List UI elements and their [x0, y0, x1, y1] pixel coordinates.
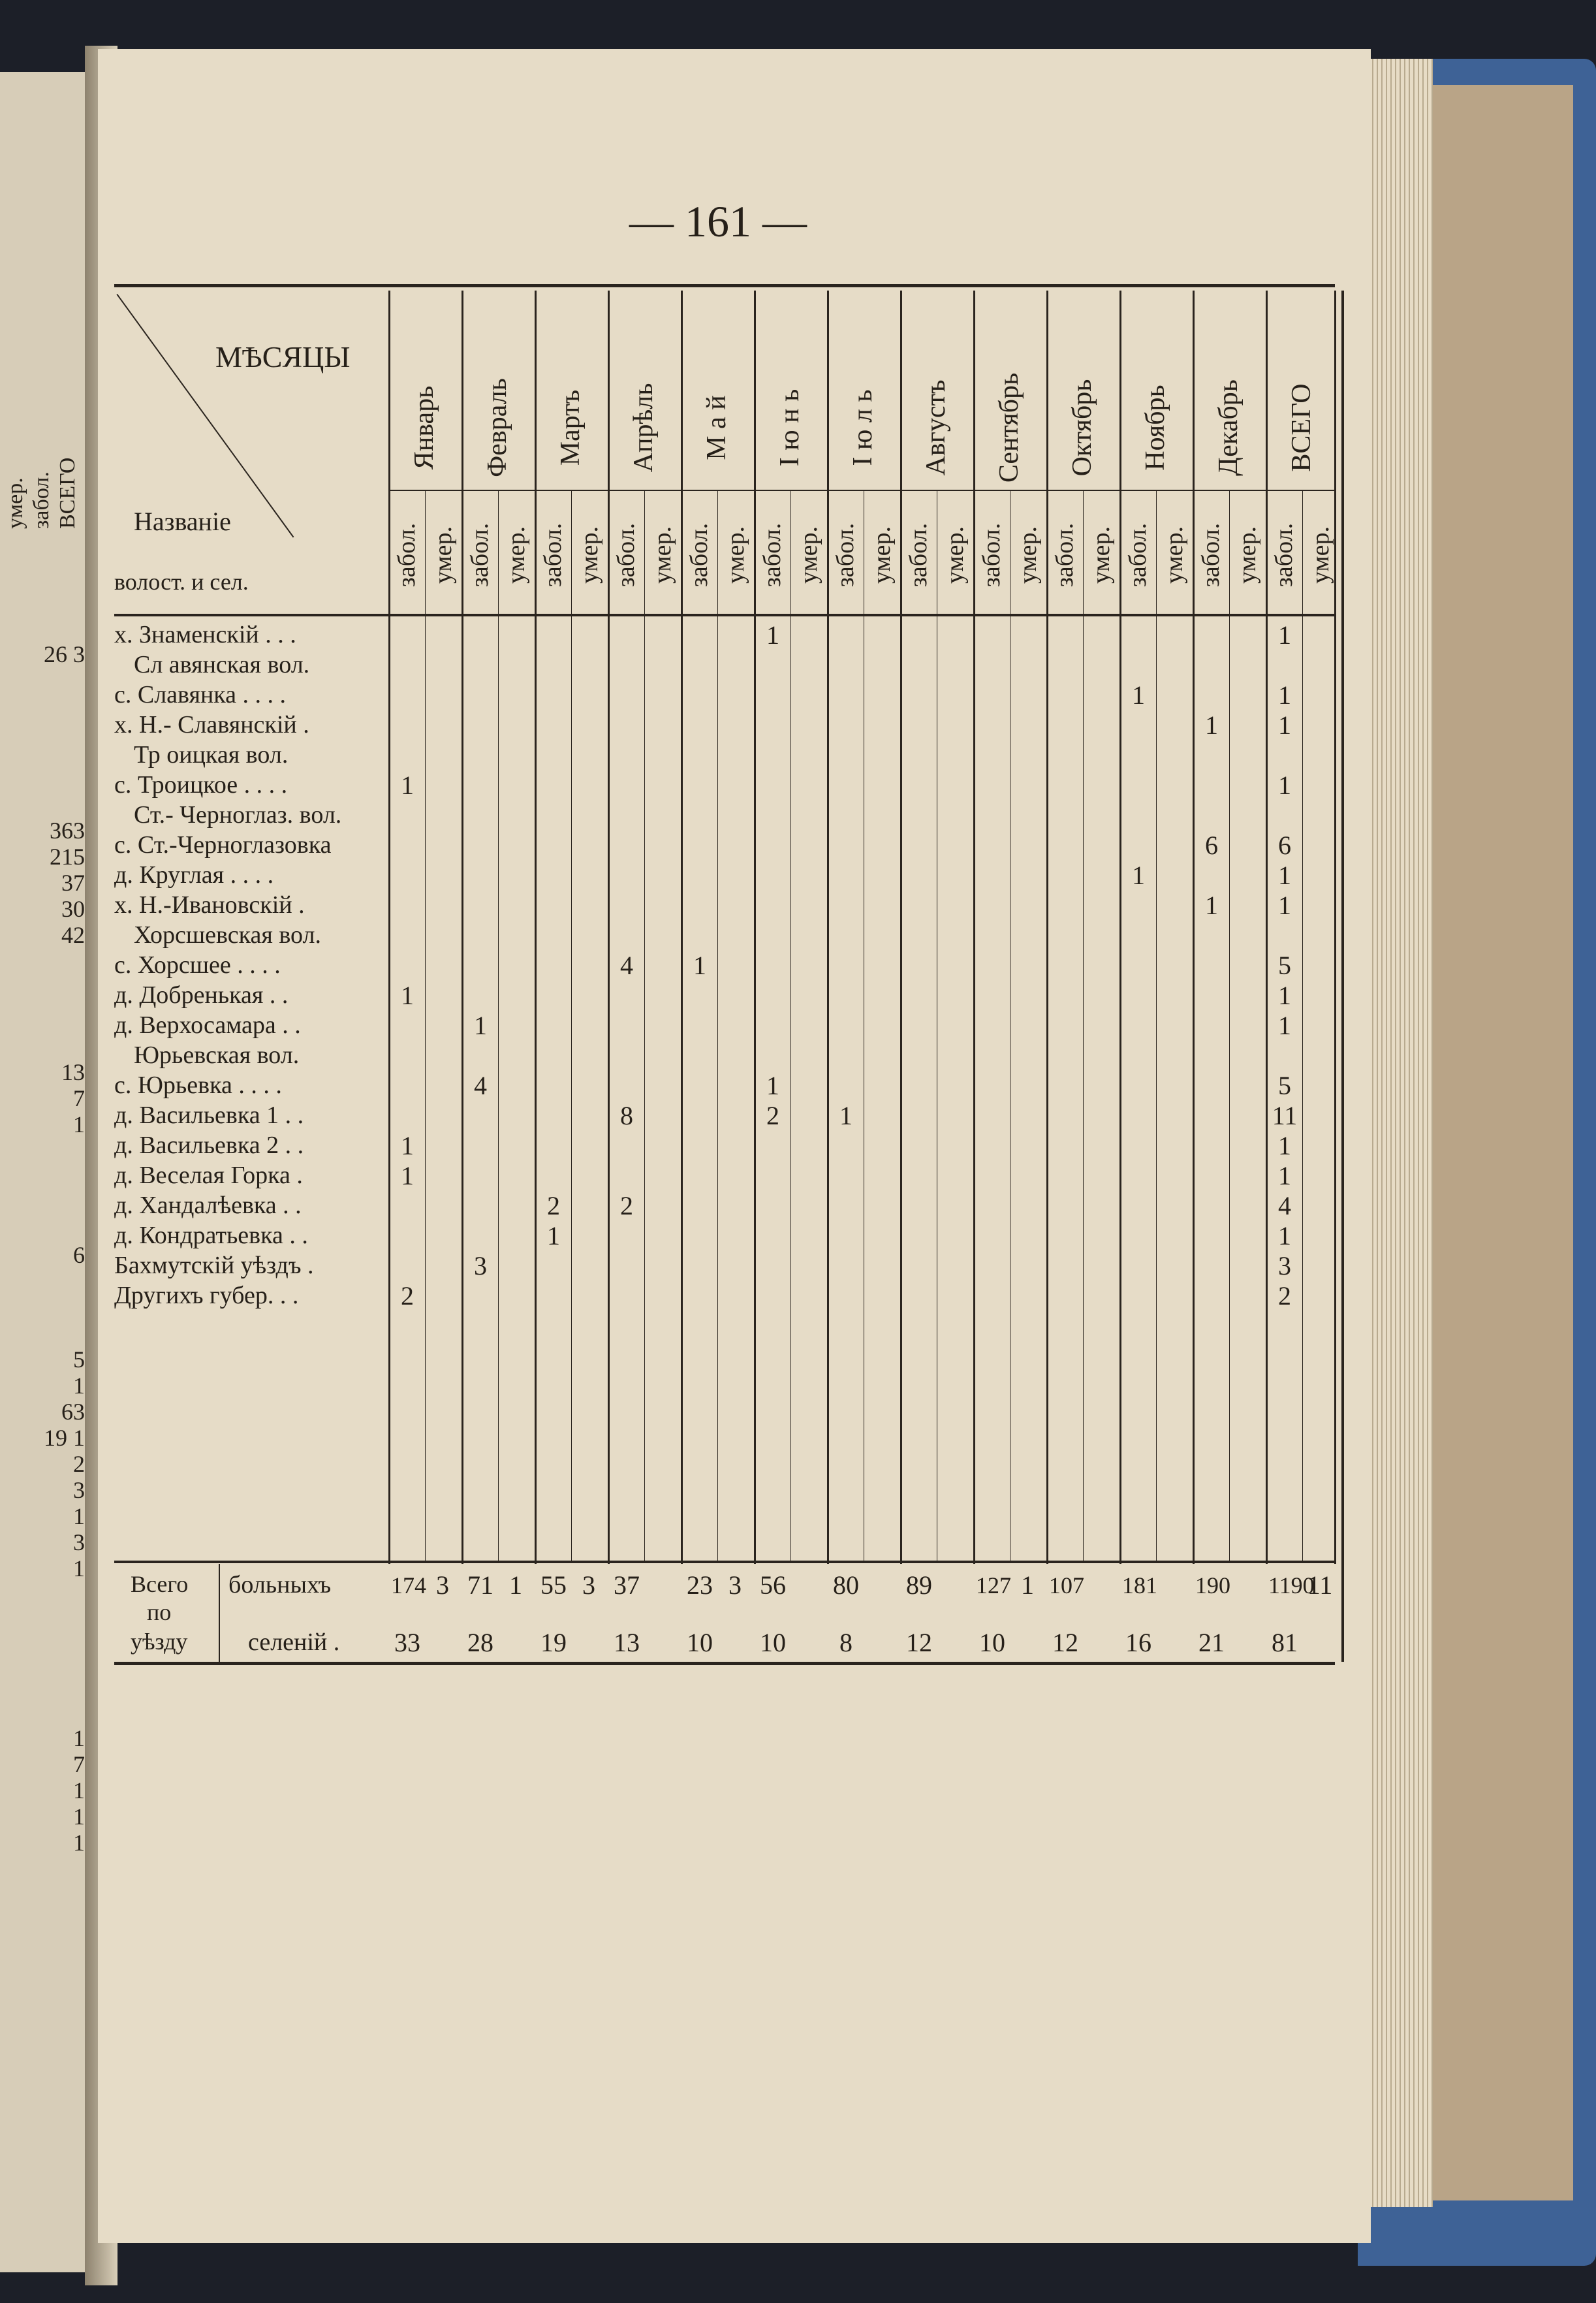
left-header-label: ВСЕГО — [55, 457, 80, 529]
column-divider — [681, 291, 683, 1564]
died-subheader: умер. — [429, 526, 457, 584]
cell-value: 6 — [1278, 831, 1291, 860]
totals-label-line3: уѣзду — [131, 1628, 188, 1655]
total-died-value: 3 — [728, 1570, 742, 1600]
cell-value: 1 — [766, 1071, 779, 1100]
month-header-march: Мартъ — [555, 389, 586, 466]
total-villages-value: 33 — [394, 1628, 420, 1657]
cell-value: 1 — [693, 951, 706, 980]
totals-top-rule — [114, 1561, 1335, 1563]
left-page-value: 5 — [73, 1346, 85, 1373]
total-villages-value: 13 — [614, 1628, 640, 1657]
cell-value: 1 — [1278, 770, 1291, 800]
died-subheader: умер. — [1160, 526, 1188, 584]
place-name: Другихъ губер. . . — [114, 1282, 299, 1309]
column-divider — [1046, 291, 1048, 1564]
sub-column-divider — [1083, 490, 1084, 1561]
sick-subheader: забол. — [1123, 522, 1151, 588]
left-page-value: 42 — [61, 922, 85, 948]
died-subheader: умер. — [794, 526, 822, 584]
sub-column-divider — [644, 490, 645, 1561]
total-villages-value: 16 — [1125, 1628, 1151, 1657]
sick-subheader: забол. — [612, 522, 640, 588]
left-page-value: 1 — [73, 1373, 85, 1399]
total-sick-value: 23 — [687, 1570, 713, 1600]
page-edges — [1364, 59, 1433, 2207]
total-died-value: 1 — [509, 1570, 522, 1600]
left-page-value: 3 — [73, 1477, 85, 1503]
column-divider — [462, 291, 463, 1564]
cell-value: 2 — [1278, 1281, 1291, 1310]
left-page-value: 7 — [73, 1085, 85, 1111]
sub-column-divider — [498, 490, 499, 1561]
cell-value: 1 — [1205, 710, 1218, 740]
left-page-value: 1 — [73, 1777, 85, 1803]
cell-value: 1 — [401, 1161, 414, 1190]
cell-value: 1 — [1132, 680, 1145, 710]
sick-subheader: забол. — [831, 522, 859, 588]
cell-value: 3 — [1278, 1251, 1291, 1280]
sick-subheader: забол. — [904, 522, 932, 588]
place-name: д. Кондратьевка . . — [114, 1222, 308, 1249]
left-page-value: 7 — [73, 1751, 85, 1777]
sick-subheader: забол. — [977, 522, 1005, 588]
cell-value: 4 — [474, 1071, 487, 1100]
died-subheader: умер. — [648, 526, 676, 584]
cover-board — [1433, 85, 1573, 2200]
place-name: с. Троицкое . . . . — [114, 771, 288, 799]
total-sick-value: 190 — [1195, 1572, 1230, 1598]
sub-column-divider — [790, 490, 791, 1561]
sick-subheader: забол. — [758, 522, 786, 588]
cell-value: 3 — [474, 1251, 487, 1280]
left-page-value: 37 — [61, 870, 85, 896]
header-months-label: МѢСЯЦЫ — [215, 340, 351, 373]
month-header-august: Августъ — [921, 379, 951, 476]
cell-value: 1 — [1278, 891, 1291, 920]
sick-subheader: забол. — [1270, 522, 1298, 588]
cell-value: 1 — [474, 1011, 487, 1040]
volost-group-label: Хорсшевская вол. — [134, 921, 322, 949]
month-header-april: Апрѣль — [629, 383, 659, 473]
page-number: — 161 — — [629, 197, 807, 246]
left-page-value: 215 — [50, 844, 85, 870]
month-header-october: Октябрь — [1067, 379, 1097, 477]
died-subheader: умер. — [941, 526, 969, 584]
total-villages-value: 28 — [467, 1628, 493, 1657]
place-name: Бахмутскій уѣздъ . — [114, 1252, 314, 1279]
sub-column-divider — [425, 490, 426, 1561]
column-divider — [1193, 291, 1195, 1564]
volost-group-label: Тр оицкая вол. — [134, 741, 289, 769]
column-divider — [388, 291, 390, 1564]
left-page-value: 1 — [73, 1830, 85, 1856]
left-page-value: 1 — [73, 1725, 85, 1751]
volost-group-label: Юрьевская вол. — [134, 1041, 300, 1069]
cell-value: 1 — [1278, 1131, 1291, 1160]
place-name: с. Хорсшее . . . . — [114, 951, 281, 979]
sub-column-divider — [571, 490, 572, 1561]
total-villages-value: 21 — [1198, 1628, 1225, 1657]
cell-value: 1 — [401, 981, 414, 1010]
sub-column-divider — [1229, 490, 1230, 1561]
left-header-label: умер. — [3, 477, 27, 529]
total-died-value: 11 — [1307, 1570, 1333, 1600]
cell-value: 11 — [1272, 1101, 1298, 1130]
table-top-rule — [114, 284, 1335, 287]
sick-subheader: забол. — [539, 522, 567, 588]
cell-value: 6 — [1205, 831, 1218, 860]
left-page-value: 363 — [50, 818, 85, 844]
total-sick-value: 181 — [1122, 1572, 1157, 1598]
month-header-december: Декабрь — [1213, 379, 1244, 476]
header-name-label: Названіе — [134, 507, 231, 536]
header-bottom-rule — [114, 614, 1335, 616]
place-name: д. Хандалѣевка . . — [114, 1192, 302, 1219]
died-subheader: умер. — [1087, 526, 1115, 584]
column-divider — [900, 291, 902, 1564]
month-header-june: І ю н ь — [775, 389, 805, 467]
sick-subheader: забол. — [465, 522, 493, 588]
place-name: д. Васильевка 1 . . — [114, 1102, 304, 1129]
left-page-value: 1 — [73, 1111, 85, 1137]
place-name: д. Добренькая . . — [114, 981, 289, 1009]
column-divider — [1334, 291, 1336, 1564]
cell-value: 1 — [547, 1221, 560, 1250]
column-divider — [827, 291, 829, 1564]
totals-label-line1: Всего — [131, 1571, 189, 1597]
month-header-may: М а й — [702, 395, 732, 460]
left-page-value: 30 — [61, 896, 85, 922]
table-right-border — [1341, 291, 1344, 1662]
left-page-value: 1 — [73, 1803, 85, 1830]
cell-value: 1 — [1278, 680, 1291, 710]
place-name: д. Васильевка 2 . . — [114, 1132, 304, 1159]
left-page — [0, 72, 91, 2272]
cell-value: 1 — [1278, 861, 1291, 890]
total-sick-value: 71 — [467, 1570, 493, 1600]
sub-column-divider — [1302, 490, 1303, 1561]
died-subheader: умер. — [1014, 526, 1042, 584]
left-page-value: 1 — [73, 1503, 85, 1529]
totals-villages-label: селеній . — [248, 1628, 340, 1656]
cell-value: 1 — [1278, 1221, 1291, 1250]
volost-group-label: Ст.- Черноглаз. вол. — [134, 801, 342, 829]
left-page-value: 63 — [61, 1399, 85, 1425]
left-page-value: 3 — [73, 1529, 85, 1555]
sub-column-divider — [717, 490, 718, 1561]
total-died-value: 3 — [582, 1570, 595, 1600]
total-sick-value: 127 — [976, 1572, 1011, 1598]
cell-value: 2 — [766, 1101, 779, 1130]
column-divider — [973, 291, 975, 1564]
cell-value: 4 — [1278, 1191, 1291, 1220]
total-sick-value: 1190 — [1268, 1572, 1315, 1598]
cell-value: 2 — [620, 1191, 633, 1220]
died-subheader: умер. — [502, 526, 530, 584]
left-page-value: 2 — [73, 1451, 85, 1477]
died-subheader: умер. — [1306, 526, 1334, 584]
totals-label-divider — [219, 1564, 220, 1662]
died-subheader: умер. — [1233, 526, 1261, 584]
total-died-value: 1 — [1021, 1570, 1034, 1600]
total-villages-value: 10 — [979, 1628, 1005, 1657]
cell-value: 8 — [620, 1101, 633, 1130]
left-page-value: 13 — [61, 1059, 85, 1085]
month-header-november: Ноябрь — [1140, 385, 1170, 471]
place-name: с. Славянка . . . . — [114, 681, 287, 708]
month-header-february: Февраль — [482, 378, 512, 477]
total-villages-value: 10 — [760, 1628, 786, 1657]
total-sick-value: 56 — [760, 1570, 786, 1600]
cell-value: 2 — [547, 1191, 560, 1220]
totals-label-line2: по — [147, 1599, 172, 1625]
total-villages-value: 19 — [540, 1628, 567, 1657]
column-divider — [1119, 291, 1121, 1564]
sick-subheader: забол. — [685, 522, 713, 588]
table-bottom-rule — [114, 1662, 1335, 1665]
left-page-value: 19 1 — [44, 1425, 85, 1451]
cell-value: 1 — [401, 770, 414, 800]
month-header-july: І ю л ь — [848, 389, 878, 466]
total-villages-value: 12 — [906, 1628, 932, 1657]
died-subheader: умер. — [721, 526, 749, 584]
died-subheader: умер. — [575, 526, 603, 584]
total-sick-value: 107 — [1049, 1572, 1084, 1598]
cell-value: 1 — [1132, 861, 1145, 890]
total-villages-value: 8 — [839, 1628, 853, 1657]
header-volost-label: волост. и сел. — [114, 569, 249, 595]
left-header-label: забол. — [29, 471, 54, 529]
volost-group-label: Сл авянская вол. — [134, 651, 310, 678]
column-divider — [1266, 291, 1268, 1564]
cell-value: 2 — [401, 1281, 414, 1310]
total-sick-value: 89 — [906, 1570, 932, 1600]
cell-value: 5 — [1278, 1071, 1291, 1100]
cell-value: 1 — [1278, 620, 1291, 650]
month-header-january: Январь — [409, 385, 439, 470]
place-name: с. Ст.-Черноглазовка — [114, 831, 332, 859]
place-name: д. Веселая Горка . — [114, 1162, 303, 1189]
sick-subheader: забол. — [392, 522, 420, 588]
place-name: д. Верхосамара . . — [114, 1011, 301, 1039]
place-name: х. Знаменскій . . . — [114, 621, 296, 648]
month-header-total: ВСЕГО — [1287, 383, 1317, 472]
sick-subheader: забол. — [1050, 522, 1078, 588]
place-name: х. Н.-Ивановскій . — [114, 891, 305, 919]
total-villages-value: 12 — [1052, 1628, 1078, 1657]
cell-value: 4 — [620, 951, 633, 980]
cell-value: 1 — [1205, 891, 1218, 920]
column-divider — [535, 291, 537, 1564]
totals-sick-label: больныхъ — [228, 1571, 332, 1598]
place-name: х. Н.- Славянскій . — [114, 711, 309, 739]
total-sick-value: 80 — [833, 1570, 859, 1600]
cell-value: 1 — [1278, 1011, 1291, 1040]
total-sick-value: 174 — [391, 1572, 426, 1598]
total-sick-value: 55 — [540, 1570, 567, 1600]
left-page-value: 1 — [73, 1555, 85, 1581]
column-divider — [608, 291, 610, 1564]
left-page-value: 26 3 — [44, 641, 85, 667]
died-subheader: умер. — [868, 526, 896, 584]
total-villages-value: 81 — [1272, 1628, 1298, 1657]
place-name: с. Юрьевка . . . . — [114, 1072, 282, 1099]
column-divider — [754, 291, 756, 1564]
sub-column-divider — [1156, 490, 1157, 1561]
cell-value: 5 — [1278, 951, 1291, 980]
sick-subheader: забол. — [1197, 522, 1225, 588]
cell-value: 1 — [839, 1101, 853, 1130]
left-page-value: 6 — [73, 1242, 85, 1268]
cell-value: 1 — [1278, 1161, 1291, 1190]
cell-value: 1 — [766, 620, 779, 650]
total-villages-value: 10 — [687, 1628, 713, 1657]
cell-value: 1 — [1278, 710, 1291, 740]
cell-value: 1 — [1278, 981, 1291, 1010]
month-header-september: Сентябрь — [994, 372, 1024, 483]
place-name: д. Круглая . . . . — [114, 861, 274, 889]
cell-value: 1 — [401, 1131, 414, 1160]
total-died-value: 3 — [436, 1570, 449, 1600]
total-sick-value: 37 — [614, 1570, 640, 1600]
